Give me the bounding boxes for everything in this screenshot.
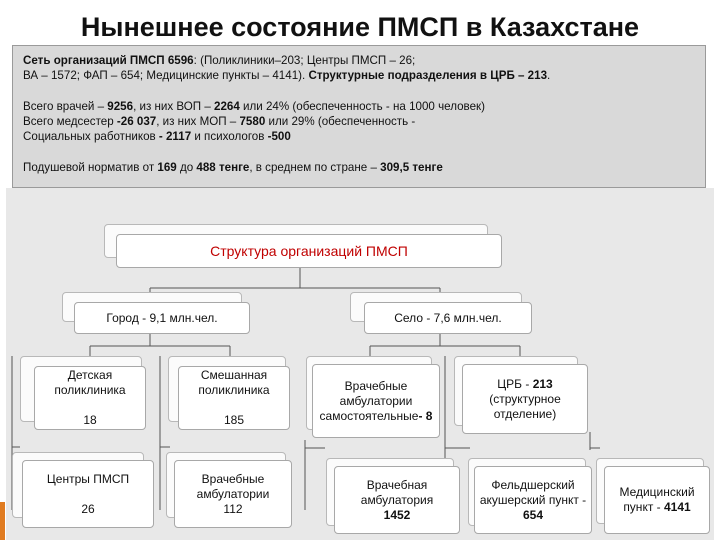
village-va-indep-value: - 8 <box>418 408 433 423</box>
info-capitation-avg: 309,5 тенге <box>380 161 443 174</box>
crb-value: 213 <box>532 376 553 391</box>
children-poly-value: 18 <box>83 413 97 427</box>
mixed-poly-value: 185 <box>223 413 245 427</box>
village-va-value: 1452 <box>383 507 411 522</box>
mixed-poly-text <box>178 366 290 430</box>
info-capitation-max: 488 тенге <box>196 161 250 174</box>
info-social-label: Социальных работников <box>23 130 159 143</box>
centers-value: 26 <box>81 501 95 516</box>
page-title: Нынешнее состояние ПМСП в Казахстане <box>80 12 640 42</box>
info-units-detail: ВА – 1572; ФАП – 654; Медицинские пункты – 4141). <box>23 69 306 82</box>
village-va-text <box>334 466 460 534</box>
accent-bar <box>0 502 5 540</box>
centers-text <box>22 460 154 528</box>
info-capitation-to: до <box>176 161 197 174</box>
info-period: . <box>547 69 551 82</box>
info-gpn-total: 7580 <box>239 115 266 128</box>
info-social-total: - 2117 <box>158 130 192 143</box>
info-capitation-min: 169 <box>157 161 177 174</box>
info-capitation-avg-label: , в среднем по стране – <box>249 161 381 174</box>
city-va-label: Врачебные амбулатории <box>196 471 270 501</box>
info-gp-total: 2264 <box>214 100 240 113</box>
info-doctors-label: Всего врачей – <box>23 100 108 113</box>
crb-label: ЦРБ - <box>497 376 533 391</box>
crb-sub: (структурное отделение) <box>489 391 561 421</box>
city-node-label: Город - 9,1 млн.чел. <box>106 310 218 325</box>
root-node-label: Структура организаций ПМСП <box>210 242 408 259</box>
crb-text <box>462 364 588 434</box>
city-va-value: 112 <box>223 501 243 516</box>
village-va-label: Врачебная амбулатория <box>360 477 434 507</box>
village-va-indep-label: Врачебные амбулатории самостоятельные <box>319 378 419 423</box>
children-poly-text <box>34 366 146 430</box>
info-nurses-total: -26 037 <box>116 115 157 128</box>
med-point-value: 4141 <box>663 500 691 514</box>
info-capitation-label: Подушевой норматив от <box>23 161 158 174</box>
children-poly-label: Детская поликлиника <box>54 368 126 397</box>
info-doctors-total: 9256 <box>107 100 134 113</box>
info-doctors-share: или 24% (обеспеченность - на 1000 человек) <box>239 100 485 113</box>
info-network-total: Сеть организаций ПМСП 6596 <box>23 54 194 67</box>
info-psych-total: -500 <box>267 130 291 143</box>
city-va-text <box>174 460 292 528</box>
village-node-label: Село - 7,6 млн.чел. <box>394 310 502 325</box>
info-nurses-label: Всего медсестер <box>23 115 117 128</box>
fap-text <box>474 466 592 534</box>
info-nurses-share: или 29% (обеспеченность - <box>265 115 416 128</box>
fap-label: Фельдшерский акушерский пункт - <box>479 477 587 507</box>
centers-label: Центры ПМСП <box>46 471 130 486</box>
info-psych-label: и психологов <box>191 130 268 143</box>
info-gp-label: , из них ВОП – <box>133 100 215 113</box>
village-va-indep-text <box>312 364 440 438</box>
info-gpn-label: , из них МОП – <box>156 115 240 128</box>
info-network-detail: : (Поликлиники–203; Центры ПМСП – 26; <box>193 54 416 67</box>
fap-value: 654 <box>522 507 544 522</box>
med-point-text <box>604 466 710 534</box>
info-crb-units: Структурные подразделения в ЦРБ – 213 <box>305 69 548 82</box>
mixed-poly-label: Смешанная поликлиника <box>198 368 270 397</box>
med-point-label: Медицинский пункт - <box>619 485 695 514</box>
